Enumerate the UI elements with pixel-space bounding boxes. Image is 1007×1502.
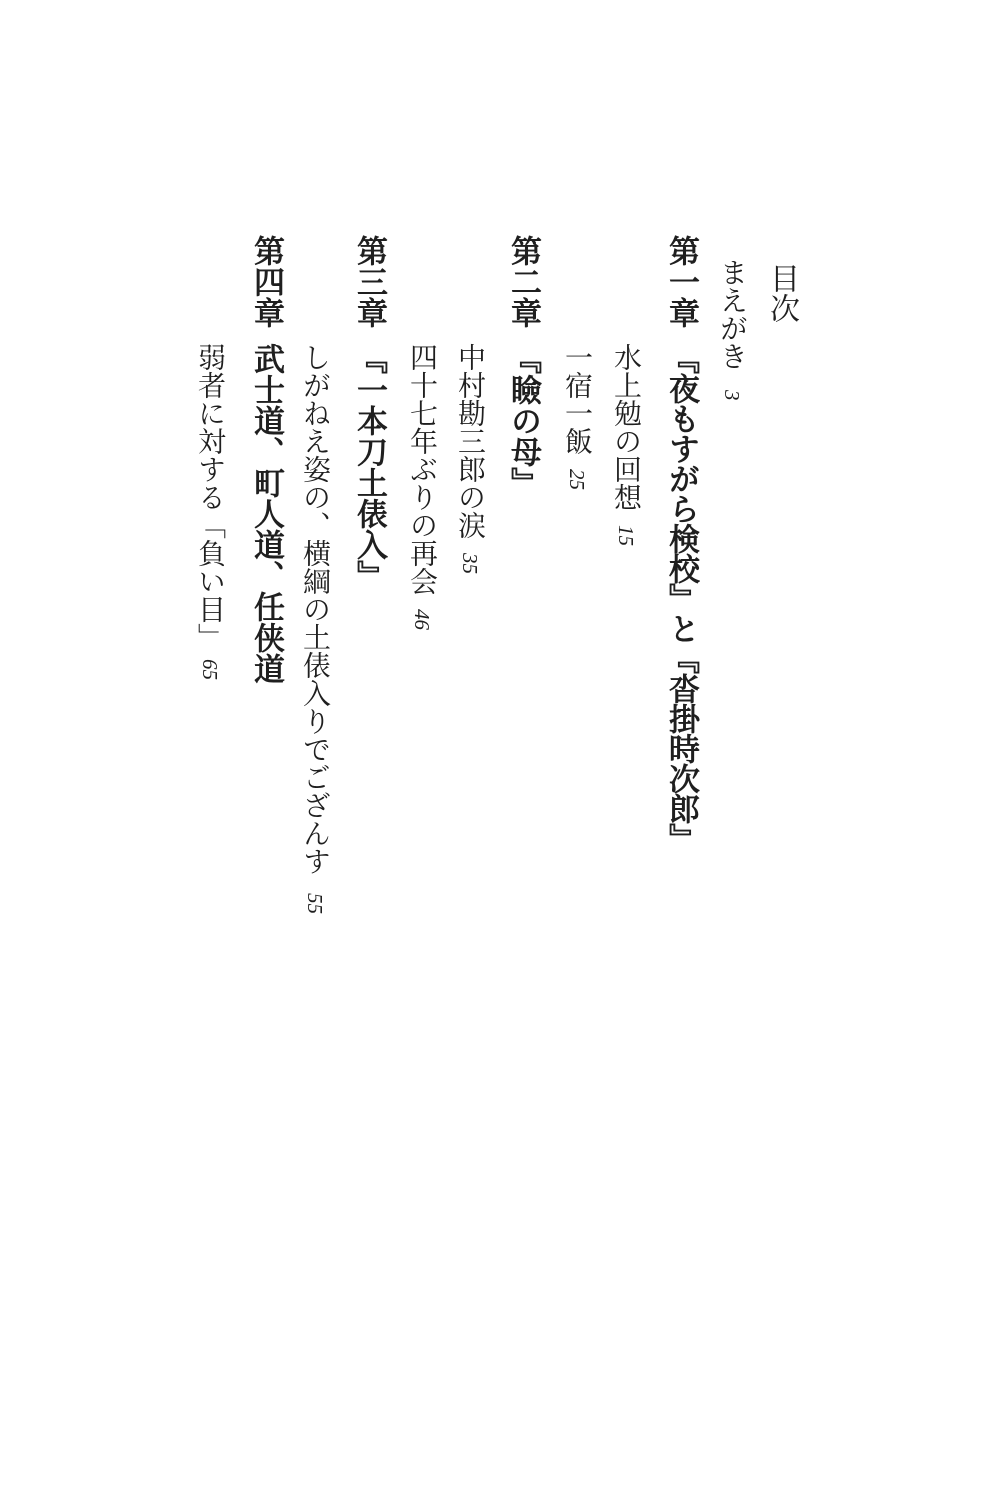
chapter-1-title[interactable]: 『夜もすがら検校』と『沓掛時次郎』	[663, 343, 699, 853]
toc-heading: 目次	[764, 263, 799, 323]
toc-entry-label: 弱者に対する「負い目」	[194, 343, 227, 651]
toc-entry-label: 一宿一飯	[561, 343, 594, 455]
chapter-3-number: 第三章	[351, 235, 387, 328]
chapter-3-title[interactable]: 『一本刀土俵入』	[351, 343, 387, 591]
toc-entry-ch3-1[interactable]	[299, 343, 332, 914]
toc-entry-label: 四十七年ぶりの再会	[406, 343, 439, 595]
toc-entry-label: しがねえ姿の、横綱の土俵入りでござんす	[299, 343, 332, 875]
chapter-2-number: 第二章	[505, 235, 541, 328]
toc-entry-label: まえがき	[716, 258, 749, 370]
toc-page-number: 46	[410, 609, 434, 630]
toc-page-number: 15	[614, 525, 638, 546]
toc-entry-label: 水上勉の回想	[610, 343, 643, 511]
toc-entry-ch1-2[interactable]	[561, 343, 594, 490]
chapter-4-number: 第四章	[248, 235, 284, 328]
toc-page-number: 25	[565, 469, 589, 490]
toc-page-number: 3	[720, 390, 744, 401]
toc-page-number: 65	[198, 659, 222, 680]
chapter-1-number: 第一章	[663, 235, 699, 328]
toc-page-number: 55	[303, 893, 327, 914]
toc-entry-preface[interactable]	[716, 258, 749, 401]
toc-page-number: 35	[458, 553, 482, 574]
toc-entry-label: 中村勘三郎の涙	[454, 343, 487, 539]
chapter-4-title[interactable]: 武士道、町人道、任侠道	[248, 343, 284, 684]
chapter-2-title[interactable]: 『瞼の母』	[505, 343, 541, 498]
toc-entry-ch2-2[interactable]	[406, 343, 439, 630]
toc-entry-ch1-1[interactable]	[610, 343, 643, 546]
toc-entry-ch4-1[interactable]	[194, 343, 227, 680]
toc-entry-ch2-1[interactable]	[454, 343, 487, 574]
